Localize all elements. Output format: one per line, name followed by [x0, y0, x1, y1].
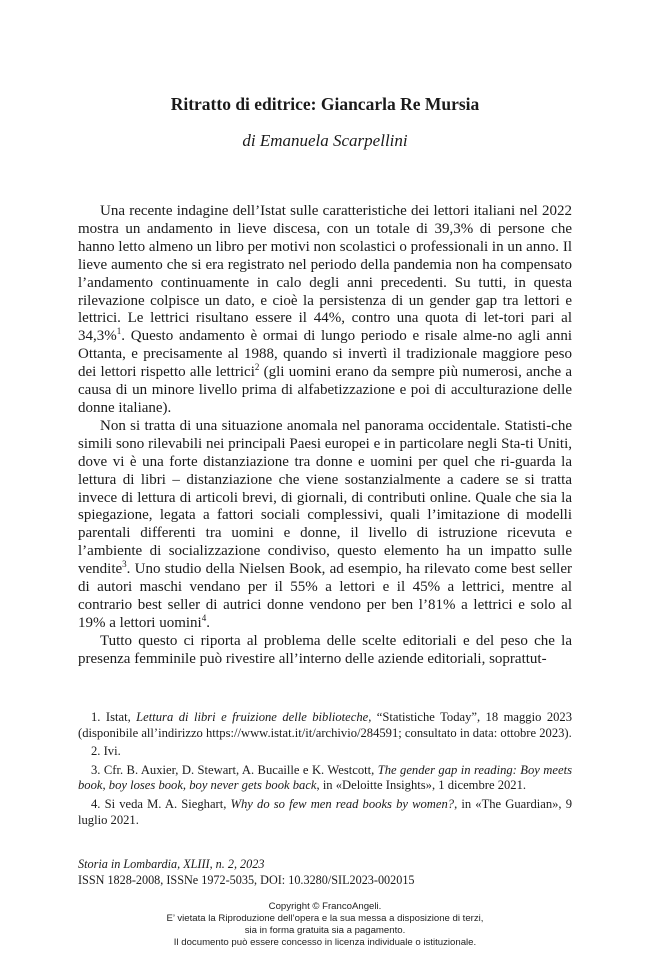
body-paragraph: [78, 203, 572, 418]
article-body: [78, 203, 572, 669]
body-paragraph: [78, 633, 572, 669]
article-title: Ritratto di editrice: Giancarla Re Mursia: [170, 94, 480, 114]
body-text: .: [206, 614, 210, 631]
footnotes: [78, 710, 572, 831]
footnote-ref[interactable]: 4: [201, 612, 207, 623]
footnote-text: , in «Deloitte Insights», 1 dicembre 2021.: [316, 778, 527, 793]
article-author: di Emanuela Scarpellini: [242, 131, 408, 150]
copyright-line: Copyright © FrancoAngeli.: [268, 901, 382, 912]
copyright-line: sia in forma gratuita sia a pagamento.: [244, 925, 406, 936]
footnote-title: Why do so few men read books by women?: [230, 796, 455, 811]
footnote-ref[interactable]: 3: [122, 559, 127, 570]
copyright-line: Il documento può essere concesso in licenza individuale o istituzionale.: [173, 937, 477, 948]
footnote: [78, 763, 572, 794]
body-text: Una recente indagine dell’Istat sulle caratteristiche dei lettori italiani nel 2022 mostra un andamento in lieve discesa, con un totale di 39,3% di persone che hanno letto almeno un libro per motivi non scolastici o professionali in un anno. Il lieve aumento che si era registrato nel periodo della pandemia non ha compensato l’andamento continuamente in calo degli anni precedenti. Su tutti, in questa rilevazione colpisce un dato, e cioè la persistenza di un gender gap tra lettori e lettrici. Le lettrici risultano essere il 44%, contro una quota di let-tori pari al 34,3%: [78, 203, 572, 345]
issn-doi-line: ISSN 1828-2008, ISSNe 1972-5035, DOI: 10.3280/SIL2023-002015: [78, 873, 415, 887]
journal-citation: Storia in Lombardia, XLIII, n. 2, 2023: [78, 857, 265, 871]
footnote-ref[interactable]: 2: [254, 362, 260, 373]
footnote: [78, 797, 572, 828]
body-text: . Uno studio della Nielsen Book, ad esempio, ha rilevato come best seller di autori maschi vendano per il 55% a lettori e il 45% a lettrici, mentre al contrario best seller di autrici donne vendono per ben l’81% a lettrici e solo al 19% a lettori uomini: [78, 561, 572, 631]
copyright-notice: [0, 901, 650, 949]
footnote-ref[interactable]: 1: [116, 326, 122, 337]
footnote-text: 2. Ivi.: [91, 744, 121, 759]
footnote-text: 3. Cfr. B. Auxier, D. Stewart, A. Bucaille e K. Westcott,: [91, 762, 378, 777]
footnote-title: The gender gap in reading: Boy meets book, boy loses book, boy never gets book back: [78, 762, 572, 793]
footnote: [78, 710, 572, 741]
body-text: (gli uomini erano da sempre più numerosi, anche a causa di un minore livello prima di alfabetizzazione e poi di acculturazione delle donne italiane).: [78, 364, 572, 416]
footnote: [78, 744, 572, 760]
body-text: . Questo andamento è ormai di lungo periodo e risale alme-no agli anni Ottanta, e precisamente al 1988, quando si invertì il tradizionale maggiore peso dei lettori rispetto alle lettrici: [78, 328, 572, 381]
body-text: Non si tratta di una situazione anomala nel panorama occidentale. Statisti-che simili sono rilevabili nei principali Paesi europei e in particolare negli Sta-ti Uniti, dove vi è una forte distanziazione tra donne e uomini per quel che ri-guarda la lettura di libri – distanziazione che viene sostanzialmente a cadere se si tratta invece di lettura di articoli brevi, di giornali, di contributi online. Quale che sia la spiegazione, legata a fattori sociali complessivi, quali l’imitazione di modelli parentali differenti tra uomini e donne, il livello di istruzione ricevuta e l’ambiente di socializzazione condiviso, questo elemento ha un impatto sulle vendite: [78, 417, 572, 578]
footnote-title: Lettura di libri e fruizione delle biblioteche: [136, 710, 369, 724]
copyright-line: E’ vietata la Riproduzione dell’opera e la sua messa a disposizione di terzi,: [166, 913, 484, 924]
footnote-text: 1. Istat,: [91, 710, 137, 724]
body-text: Tutto questo ci riporta al problema delle scelte editoriali e del peso che la presenza femminile può rivestire all’interno delle aziende editoriali, soprattut-: [78, 632, 572, 667]
footnote-text: , in «The Guardian», 9 luglio 2021.: [78, 796, 573, 827]
body-paragraph: [78, 418, 572, 633]
footnote-text: , “Statistiche Today”, 18 maggio 2023 (disponibile all’indirizzo https://www.istat.it/it/archivio/284591; consultato in data: ottobre 2023).: [78, 710, 573, 740]
footnote-text: 4. Si veda M. A. Sieghart,: [91, 796, 231, 811]
